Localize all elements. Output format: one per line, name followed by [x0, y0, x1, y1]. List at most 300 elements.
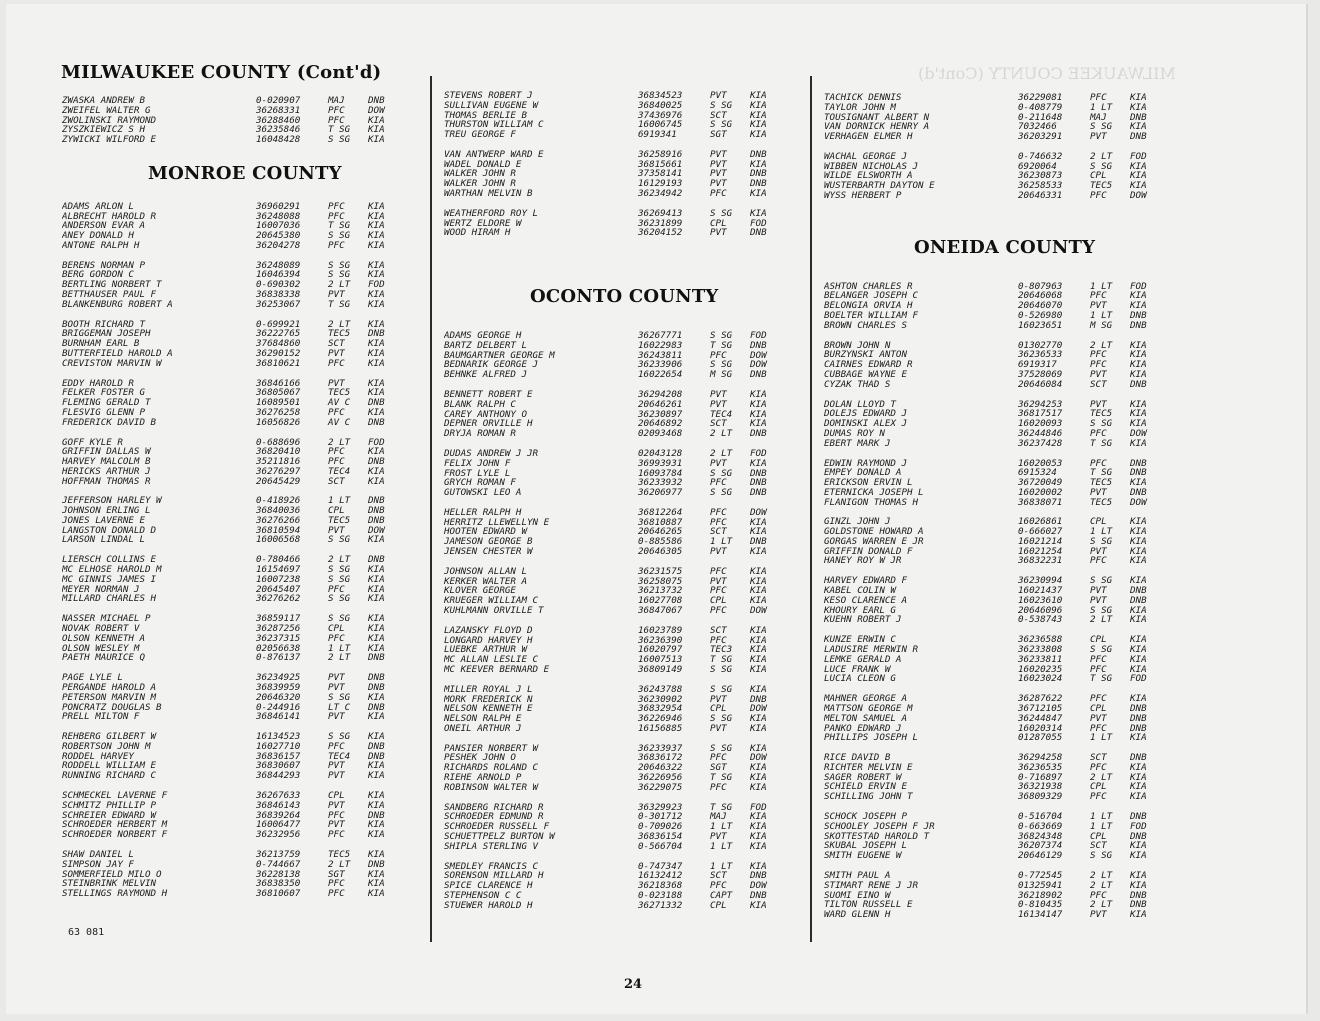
rank: 1 LT — [1090, 732, 1113, 744]
service-member-name: SHIPLA STERLING V — [444, 841, 539, 852]
status-code: DNB — [368, 416, 385, 428]
status-code: KIA — [1130, 791, 1147, 803]
serial-number: 6919317 — [1018, 359, 1057, 371]
roster-row — [824, 122, 1180, 132]
rank: PVT — [328, 760, 345, 772]
roster-row — [444, 744, 800, 754]
roster-row — [824, 321, 1180, 331]
service-member-name: KUHLMANN ORVILLE T — [444, 605, 544, 616]
roster-group — [62, 320, 418, 369]
rank: PVT — [328, 377, 345, 389]
status-code: DNB — [368, 750, 385, 762]
status-code: DNB — [750, 168, 767, 180]
serial-number: 16023610 — [1018, 594, 1063, 606]
rank: 2 LT — [1090, 899, 1113, 911]
status-code: KIA — [368, 230, 385, 241]
serial-number: 36832954 — [638, 703, 683, 715]
roster-row — [824, 93, 1180, 103]
roster-row — [62, 467, 418, 477]
roster-group — [824, 282, 1180, 331]
serial-number: 36840025 — [638, 99, 683, 111]
serial-number: 20646265 — [638, 526, 683, 538]
status-code: KIA — [750, 811, 767, 823]
service-member-name: DUDAS ANDREW J JR — [444, 449, 539, 459]
serial-number: 16023789 — [638, 624, 683, 636]
service-member-name: ZWASKA ANDREW B — [62, 96, 145, 106]
service-member-name: EBERT MARK J — [824, 438, 891, 449]
service-member-name: PERGANDE HAROLD A — [62, 683, 157, 693]
rank: PVT — [328, 711, 345, 723]
status-code: KIA — [750, 545, 767, 557]
serial-number: 0-020907 — [256, 95, 301, 106]
rank: 1 LT — [1090, 280, 1113, 292]
service-member-name: BERTLING NORBERT T — [62, 280, 162, 290]
status-code: KIA — [1130, 555, 1147, 567]
status-code: KIA — [368, 288, 385, 300]
status-code: DOW — [368, 104, 385, 116]
serial-number: 20646096 — [1018, 604, 1063, 616]
roster-row — [824, 459, 1180, 469]
service-member-name: WADEL DONALD E — [444, 159, 522, 170]
service-member-name: RODDEL HARVEY — [62, 751, 134, 762]
roster-row — [444, 822, 800, 832]
serial-number: 20646305 — [638, 545, 683, 557]
service-member-name: GRIFFIN DONALD F — [824, 546, 913, 557]
serial-number: 36276297 — [256, 465, 301, 477]
status-code: KIA — [368, 114, 385, 126]
rank: MAJ — [710, 811, 727, 823]
rank: TEC5 — [1090, 180, 1113, 192]
status-code: DNB — [368, 809, 385, 821]
serial-number: 36838338 — [256, 288, 301, 300]
status-code: FOD — [750, 217, 767, 229]
serial-number: 20646261 — [638, 398, 683, 410]
status-code: KIA — [750, 575, 767, 587]
status-code: FOD — [1130, 673, 1147, 685]
roster-row — [62, 703, 418, 713]
service-member-name: PRELL MILTON F — [62, 712, 140, 722]
service-member-name: TILTON RUSSELL E — [824, 900, 913, 911]
service-member-name: SOMMERFIELD MILO O — [62, 869, 162, 880]
serial-number: 36809149 — [638, 663, 683, 675]
status-code: KIA — [750, 595, 767, 607]
serial-number: 16006568 — [256, 534, 301, 546]
roster-row — [62, 261, 418, 271]
serial-number: 36233808 — [1018, 644, 1063, 656]
roster-row — [444, 704, 800, 714]
rank: CPL — [710, 217, 727, 229]
service-member-name: PHILLIPS JOSEPH L — [824, 733, 919, 743]
status-code: KIA — [368, 623, 385, 635]
rank: 2 LT — [1090, 150, 1113, 162]
rank: S SG — [328, 731, 351, 743]
serial-number: 36993931 — [638, 457, 683, 469]
roster-row — [824, 714, 1180, 724]
service-member-name: BEHNKE ALFRED J — [444, 370, 527, 380]
rank: SCT — [710, 526, 727, 538]
serial-number: 36809329 — [1018, 791, 1063, 803]
status-code: KIA — [368, 357, 385, 369]
rank: 2 LT — [1090, 879, 1113, 891]
rank: 1 LT — [710, 536, 733, 548]
rank: 1 LT — [1090, 811, 1113, 823]
roster-row — [444, 169, 800, 179]
serial-number: 0-418926 — [256, 495, 301, 507]
serial-number: 36329923 — [638, 801, 683, 813]
roster-row — [62, 575, 418, 585]
serial-number: 20645380 — [256, 230, 301, 241]
roster-row — [824, 596, 1180, 606]
status-code: KIA — [750, 722, 767, 734]
status-code: KIA — [1130, 170, 1147, 182]
roster-group — [824, 459, 1180, 508]
roster-row — [824, 341, 1180, 351]
rank: CPL — [710, 899, 727, 911]
roster-row — [444, 871, 800, 881]
rank: T SG — [710, 771, 733, 783]
service-member-name: WACHAL GEORGE J — [824, 151, 907, 162]
serial-number: 36267771 — [638, 330, 683, 342]
serial-number: 16023024 — [1018, 673, 1063, 685]
service-member-name: KRUEGER WILLIAM C — [444, 596, 539, 606]
roster-group — [824, 400, 1180, 449]
status-code: KIA — [750, 634, 767, 646]
service-member-name: STEVENS ROBERT J — [444, 91, 533, 101]
serial-number: 36234925 — [256, 672, 301, 684]
status-code: FOD — [750, 801, 767, 813]
service-member-name: SCHREIER EDWARD W — [62, 810, 157, 821]
roster-group — [444, 209, 800, 238]
status-code: KIA — [368, 613, 385, 625]
status-code: KIA — [368, 691, 385, 703]
serial-number: 01287055 — [1018, 732, 1063, 744]
roster-row — [824, 832, 1180, 842]
status-code: DOW — [750, 506, 767, 518]
serial-number: 0-688696 — [256, 436, 301, 448]
serial-number: 16026861 — [1018, 516, 1063, 528]
rank: CPL — [1090, 830, 1107, 842]
serial-number: 36812264 — [638, 506, 683, 518]
roster-row — [444, 351, 800, 361]
roster-row — [62, 202, 418, 212]
rank: T SG — [710, 654, 733, 666]
rank: 2 LT — [1090, 614, 1113, 626]
service-member-name: STUEWER HAROLD H — [444, 900, 533, 911]
roster-row — [62, 889, 418, 899]
service-member-name: BUTTERFIELD HAROLD A — [62, 348, 173, 359]
roster-row — [62, 221, 418, 231]
rank: PVT — [1090, 486, 1107, 498]
rank: PVT — [328, 524, 345, 536]
status-code: KIA — [1130, 840, 1147, 852]
roster-row — [62, 241, 418, 251]
service-member-name: ERICKSON ERVIN L — [824, 478, 913, 488]
roster-row — [62, 125, 418, 135]
serial-number: 16006745 — [638, 119, 683, 131]
rank: CPL — [710, 595, 727, 607]
serial-number: 36236390 — [638, 634, 683, 646]
rank: PVT — [710, 178, 727, 190]
roster-row — [444, 150, 800, 160]
status-code: KIA — [368, 583, 385, 595]
rank: PVT — [710, 575, 727, 587]
status-code: KIA — [750, 781, 767, 793]
roster-row — [824, 704, 1180, 714]
roster-group — [824, 694, 1180, 743]
serial-number: 16022983 — [638, 339, 683, 351]
roster-column-1 — [62, 96, 418, 909]
rank: PVT — [710, 830, 727, 842]
serial-number: 0-566704 — [638, 840, 683, 852]
roster-row — [824, 400, 1180, 410]
status-code: KIA — [1130, 359, 1147, 371]
roster-row — [62, 359, 418, 369]
rank: PFC — [710, 187, 727, 199]
roster-row — [444, 390, 800, 400]
rank: PFC — [1090, 359, 1107, 371]
column-divider-right — [810, 76, 812, 942]
service-member-name: RICHARDS ROLAND C — [444, 763, 539, 773]
serial-number: 36267633 — [256, 790, 301, 802]
roster-row — [62, 212, 418, 222]
serial-number: 36815661 — [638, 158, 683, 170]
status-code: KIA — [368, 888, 385, 900]
serial-number: 0-408779 — [1018, 101, 1063, 113]
status-code: DNB — [750, 889, 767, 901]
service-member-name: SCHMECKEL LAVERNE F — [62, 791, 168, 801]
roster-row — [824, 694, 1180, 704]
rank: SCT — [328, 475, 345, 487]
roster-group — [444, 567, 800, 616]
status-code: KIA — [1130, 614, 1147, 626]
rank: 2 LT — [328, 436, 351, 448]
footer-code: 63 081 — [68, 927, 105, 938]
roster-row — [62, 693, 418, 703]
roster-row — [824, 419, 1180, 429]
serial-number: 36218368 — [638, 880, 683, 892]
roster-row — [824, 191, 1180, 201]
rank: PFC — [710, 506, 727, 518]
service-member-name: GRYCH ROMAN F — [444, 478, 516, 488]
rank: PVT — [710, 545, 727, 557]
status-code: KIA — [368, 220, 385, 232]
rank: PVT — [328, 819, 345, 831]
status-code: KIA — [368, 799, 385, 811]
service-member-name: BELONGIA ORVIA H — [824, 301, 913, 311]
serial-number: 16134523 — [256, 731, 301, 743]
service-member-name: NELSON RALPH E — [444, 714, 522, 724]
roster-row — [824, 132, 1180, 142]
service-member-name: RODDELL WILLIAM E — [62, 761, 157, 772]
status-code: KIA — [750, 129, 767, 140]
service-member-name: FELIX JOHN F — [444, 458, 511, 469]
serial-number: 36287622 — [1018, 693, 1063, 705]
serial-number: 16021254 — [1018, 545, 1063, 557]
rank: S SG — [1090, 575, 1113, 587]
serial-number: 36229075 — [638, 781, 683, 793]
serial-number: 36839264 — [256, 809, 301, 821]
service-member-name: VAN ANTWERP WARD E — [444, 149, 544, 160]
roster-row — [62, 634, 418, 644]
service-member-name: DOLAN LLOYD T — [824, 399, 896, 410]
service-member-name: CAIRNES EDWARD R — [824, 360, 913, 370]
status-code: KIA — [368, 829, 385, 841]
rank: PFC — [328, 200, 345, 212]
roster-row — [444, 645, 800, 655]
status-code: KIA — [368, 239, 385, 251]
status-code: KIA — [1130, 516, 1147, 528]
service-member-name: BERENS NORMAN P — [62, 260, 145, 271]
service-member-name: EDWIN RAYMOND J — [824, 458, 907, 469]
service-member-name: EMPEY DONALD A — [824, 468, 902, 478]
service-member-name: BAUMGARTNER GEORGE M — [444, 350, 555, 361]
serial-number: 36230994 — [1018, 575, 1063, 587]
service-member-name: WIBBEN NICHOLAS J — [824, 161, 919, 172]
serial-number: 36820410 — [256, 446, 301, 458]
status-code: KIA — [750, 742, 767, 754]
roster-row — [62, 96, 418, 106]
roster-row — [824, 527, 1180, 537]
page-number: 24 — [624, 977, 643, 992]
serial-number: 01325941 — [1018, 879, 1063, 891]
roster-row — [62, 653, 418, 663]
status-code: KIA — [1130, 408, 1147, 420]
roster-row — [62, 388, 418, 398]
rank: SCT — [710, 109, 727, 121]
serial-number: 02056638 — [256, 642, 301, 654]
status-code: KIA — [368, 387, 385, 399]
status-code: DNB — [750, 870, 767, 882]
serial-number: 37684860 — [256, 338, 301, 350]
service-member-name: MC ALLAN LESLIE C — [444, 655, 539, 665]
status-code: KIA — [1130, 771, 1147, 783]
roster-group — [824, 753, 1180, 802]
serial-number: 36258075 — [638, 575, 683, 587]
status-code: KIA — [750, 398, 767, 410]
roster-row — [444, 518, 800, 528]
rank: T SG — [1090, 467, 1113, 479]
service-member-name: HARVEY MALCOLM B — [62, 457, 151, 467]
service-member-name: JONES LAVERNE E — [62, 515, 145, 526]
service-member-name: LONGARD HARVEY H — [444, 635, 533, 646]
status-code: DOW — [750, 880, 767, 892]
status-code: DNB — [368, 740, 385, 752]
service-member-name: MEYER NORMAN J — [62, 584, 140, 595]
roster-row — [62, 585, 418, 595]
serial-number: 6920064 — [1018, 160, 1057, 172]
roster-row — [62, 732, 418, 742]
roster-row — [444, 577, 800, 587]
roster-row — [824, 171, 1180, 181]
roster-group — [62, 261, 418, 310]
service-member-name: PANKO EDWARD J — [824, 723, 902, 734]
roster-group — [62, 614, 418, 663]
rank: S SG — [328, 230, 351, 241]
roster-row — [62, 290, 418, 300]
status-code: KIA — [750, 585, 767, 597]
rank: SGT — [710, 762, 727, 774]
rank: TEC5 — [1090, 408, 1113, 420]
service-member-name: SCHOOLEY JOSEPH F JR — [824, 821, 935, 832]
service-member-name: SKUBAL JOSEPH L — [824, 841, 907, 852]
service-member-name: ALBRECHT HAROLD R — [62, 211, 157, 222]
roster-row — [824, 851, 1180, 861]
status-code: DNB — [1130, 309, 1147, 321]
status-code: KIA — [750, 90, 767, 101]
status-code: DNB — [368, 682, 385, 693]
roster-row — [444, 488, 800, 498]
service-member-name: BARTZ DELBERT L — [444, 340, 527, 351]
status-code: FOD — [750, 448, 767, 459]
status-code: DNB — [750, 467, 767, 479]
status-code: KIA — [368, 347, 385, 359]
rank: PFC — [1090, 290, 1107, 302]
service-member-name: KESO CLARENCE A — [824, 595, 907, 606]
roster-row — [62, 742, 418, 752]
roster-row — [444, 783, 800, 793]
serial-number: 20645429 — [256, 475, 301, 487]
rank: PVT — [1090, 131, 1107, 142]
roster-row — [62, 624, 418, 634]
roster-row — [444, 111, 800, 121]
status-code: KIA — [750, 821, 767, 833]
service-member-name: BROWN JOHN N — [824, 340, 891, 351]
rank: PVT — [1090, 545, 1107, 557]
rank: PVT — [328, 347, 345, 359]
column-divider-left — [430, 76, 432, 942]
status-code: KIA — [750, 654, 767, 666]
service-member-name: BEDNARIK GEORGE J — [444, 360, 539, 371]
status-code: KIA — [750, 644, 767, 656]
status-code: KIA — [750, 771, 767, 783]
rank: 1 LT — [1090, 526, 1113, 538]
rank: PVT — [710, 398, 727, 410]
service-member-name: SCHILLING JOHN T — [824, 792, 913, 802]
roster-row — [62, 673, 418, 683]
service-member-name: ZYWICKI WILFORD E — [62, 135, 157, 145]
serial-number: 36846141 — [256, 711, 301, 723]
serial-number: 16020797 — [638, 644, 683, 656]
roster-row — [444, 626, 800, 636]
roster-group — [62, 202, 418, 251]
status-code: KIA — [750, 408, 767, 420]
status-code: DOW — [750, 703, 767, 715]
serial-number: 01302770 — [1018, 339, 1063, 351]
rank: T SG — [1090, 673, 1113, 685]
rank: S SG — [1090, 418, 1113, 430]
rank: 2 LT — [328, 554, 351, 566]
roster-column-3 — [824, 93, 1180, 930]
service-member-name: VERHAGEN ELMER H — [824, 132, 913, 142]
status-code: KIA — [750, 99, 767, 111]
roster-row — [62, 565, 418, 575]
serial-number: 36836157 — [256, 750, 301, 762]
status-code: KIA — [368, 868, 385, 880]
roster-row — [444, 331, 800, 341]
status-code: KIA — [368, 593, 385, 605]
roster-row — [444, 370, 800, 380]
serial-number: 36222765 — [256, 328, 301, 340]
service-member-name: CAREY ANTHONY O — [444, 409, 527, 420]
rank: S SG — [1090, 160, 1113, 172]
status-code: KIA — [750, 526, 767, 538]
roster-group — [444, 331, 800, 380]
service-member-name: PAETH MAURICE Q — [62, 653, 145, 664]
service-member-name: NASSER MICHAEL P — [62, 614, 151, 625]
service-member-name: SCHROEDER EDMUND R — [444, 812, 544, 823]
roster-row — [444, 360, 800, 370]
status-code: DNB — [1130, 889, 1147, 901]
